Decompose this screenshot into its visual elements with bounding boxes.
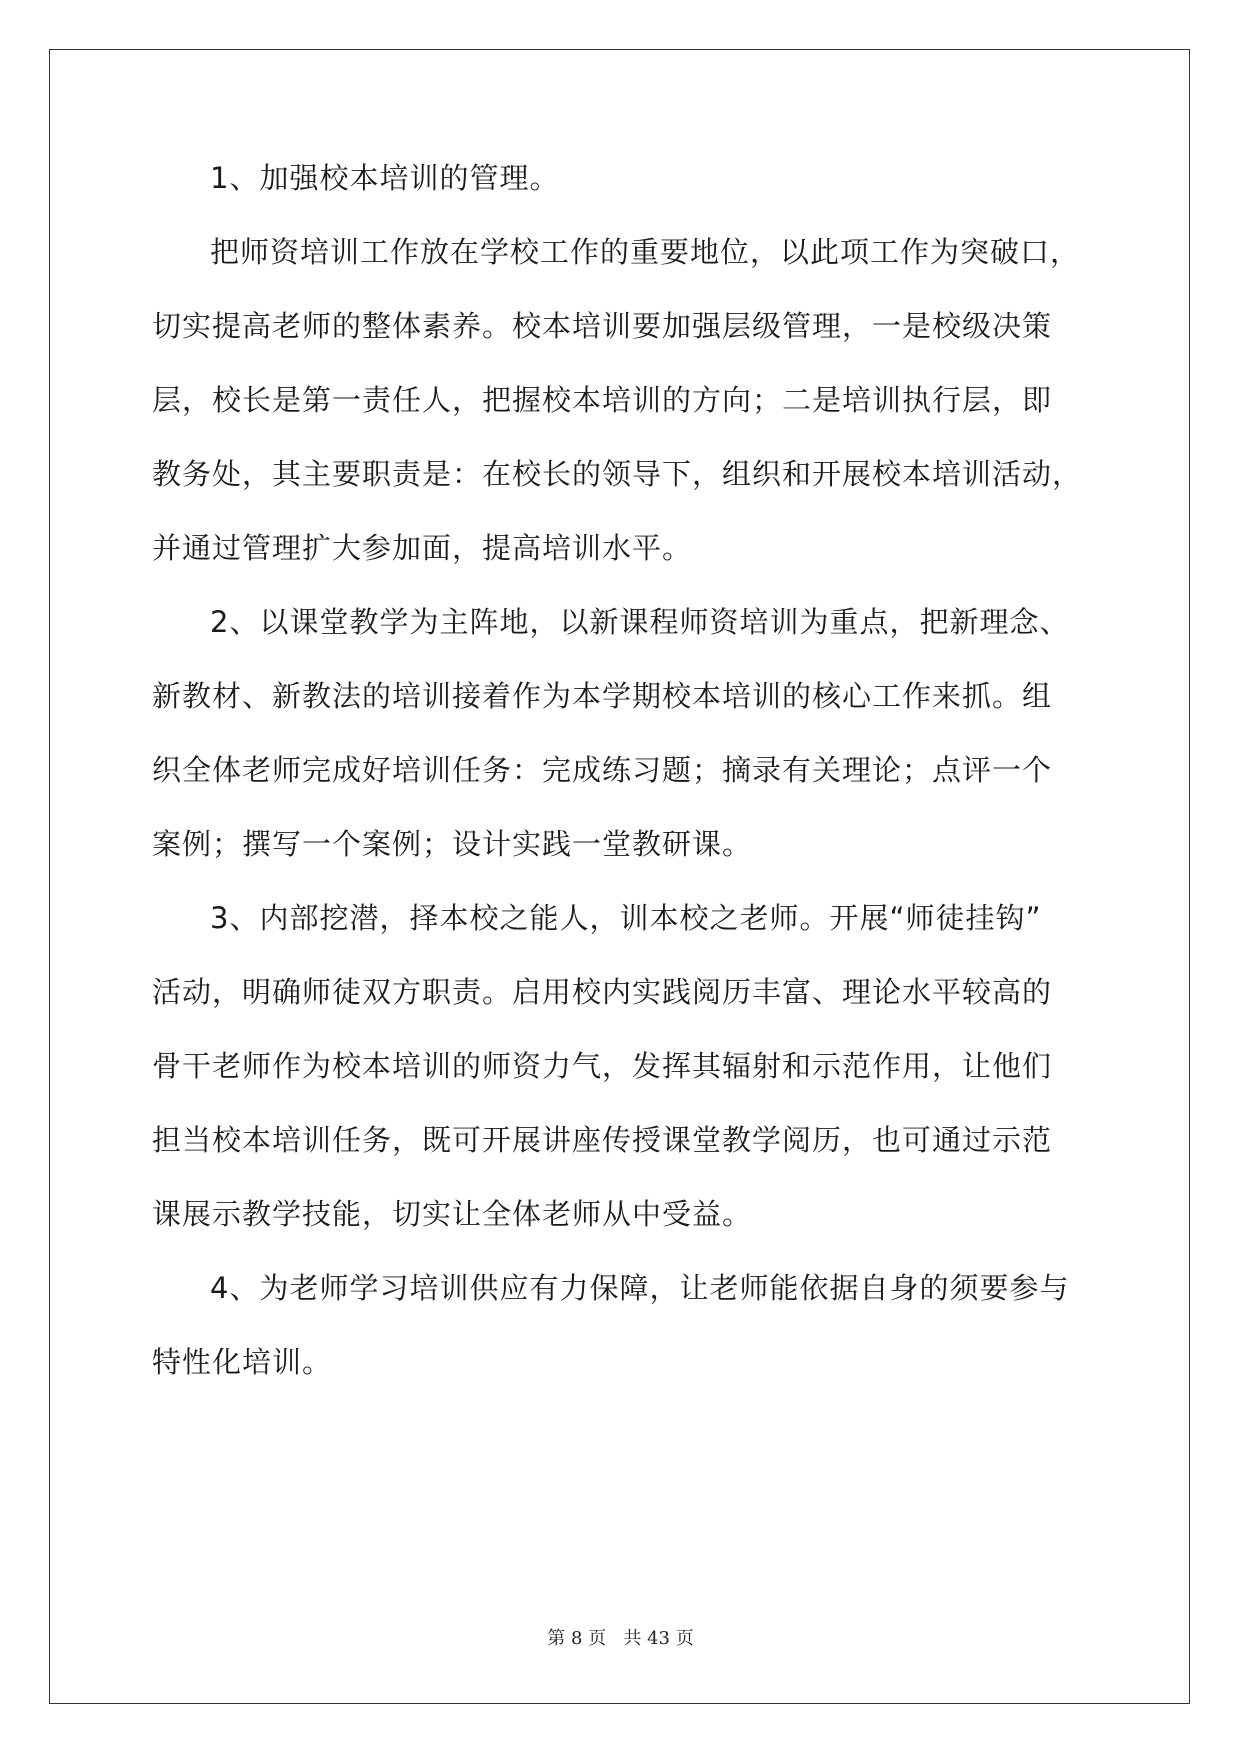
paragraph-5-line-2: 特性化培训。 xyxy=(152,1345,333,1379)
page-number-footer: 第 8 页 共 43 页 xyxy=(547,1628,694,1649)
paragraph-2-line-5: 并通过管理扩大参加面，提高培训水平。 xyxy=(152,531,693,565)
paragraph-4-line-2: 活动，明确师徒双方职责。启用校内实践阅历丰富、理论水平较高的 xyxy=(152,975,1053,1009)
paragraph-2-line-2: 切实提高老师的整体素养。校本培训要加强层级管理，一是校级决策 xyxy=(152,309,1053,343)
paragraph-3-line-2: 新教材、新教法的培训接着作为本学期校本培训的核心工作来抓。组 xyxy=(152,679,1053,713)
paragraph-2-line-3: 层，校长是第一责任人，把握校本培训的方向；二是培训执行层，即 xyxy=(152,383,1053,417)
paragraph-4-line-5: 课展示教学技能，切实让全体老师从中受益。 xyxy=(152,1197,753,1231)
paragraph-4-line-4: 担当校本培训任务，既可开展讲座传授课堂教学阅历，也可通过示范 xyxy=(152,1123,1053,1157)
paragraph-3-line-4: 案例；撰写一个案例；设计实践一堂教研课。 xyxy=(152,827,753,861)
paragraph-4-line-3: 骨干老师作为校本培训的师资力气，发挥其辐射和示范作用，让他们 xyxy=(152,1049,1053,1083)
paragraph-4-line-1: 3、内部挖潜，择本校之能人，训本校之老师。开展“师徒挂钩” xyxy=(210,901,1042,935)
paragraph-1-line-1: 1、加强校本培训的管理。 xyxy=(210,161,560,195)
paragraph-3-line-3: 织全体老师完成好培训任务：完成练习题；摘录有关理论；点评一个 xyxy=(152,753,1053,787)
paragraph-3-line-1: 2、以课堂教学为主阵地，以新课程师资培训为重点，把新理念、 xyxy=(210,605,1070,639)
paragraph-2-line-1: 把师资培训工作放在学校工作的重要地位，以此项工作为突破口， xyxy=(210,235,1081,269)
paragraph-2-line-4: 教务处，其主要职责是：在校长的领导下，组织和开展校本培训活动， xyxy=(152,457,1083,491)
paragraph-5-line-1: 4、为老师学习培训供应有力保障，让老师能依据自身的须要参与 xyxy=(210,1271,1070,1305)
document-body xyxy=(152,160,1088,1380)
